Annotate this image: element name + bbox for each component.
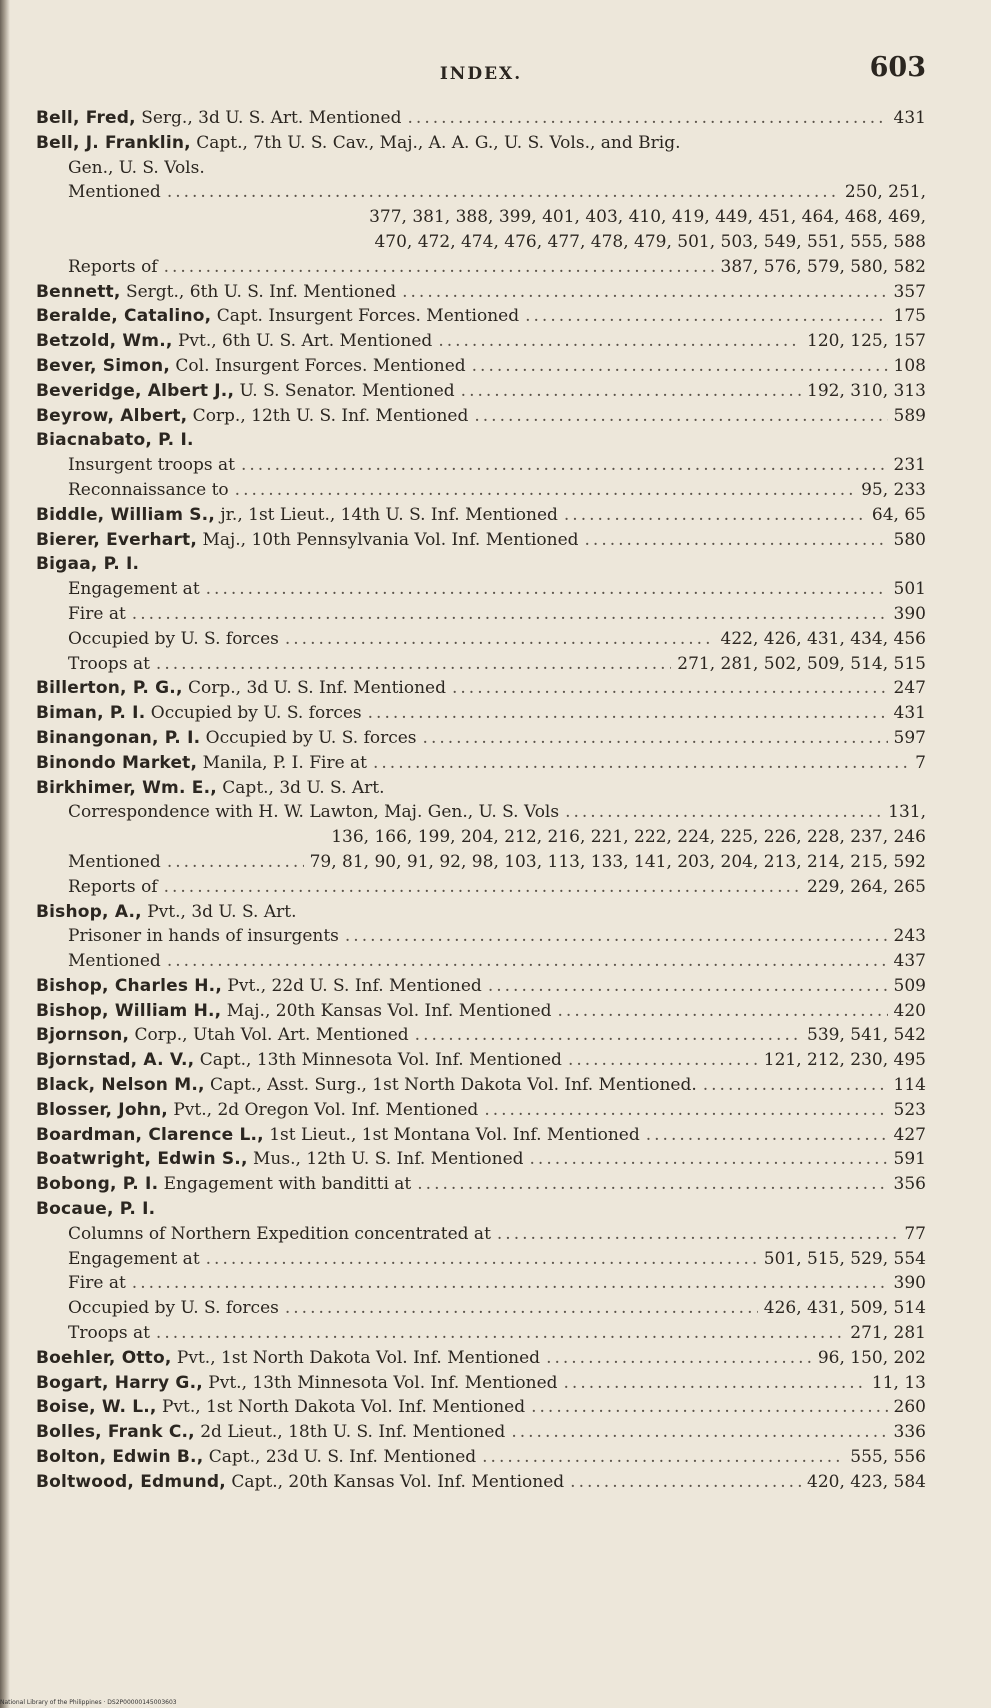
page-references: 271, 281, 502, 509, 514, 515 [677,653,926,674]
page-references: 420 [893,1000,926,1021]
page-references: 431 [893,108,926,128]
entry-text [68,602,126,627]
entry-name: Bocaue, P. I. [36,1199,156,1220]
entry-text [36,528,579,553]
entry-description: Serg., 3d U. S. Art. Mentioned [135,108,402,128]
index-entry [36,280,926,305]
entry-text [68,478,229,503]
entry-description: Occupied by U. S. forces [145,703,362,724]
entry-text [36,354,466,379]
index-entry [36,404,926,429]
entry-name: Bierer, Everhart, [36,529,198,550]
dot-leader [585,528,888,553]
dot-leader [164,255,715,280]
page-references: 387, 576, 579, 580, 582 [720,256,926,277]
entry-text [36,304,519,329]
index-entry [36,503,926,528]
page-references: 470, 472, 474, 476, 477, 478, 479, 501, 503, 549, 551, 555, 588 [374,231,926,252]
entry-name: Bell, J. Franklin, [36,132,191,153]
dot-leader [565,800,882,825]
entry-text [36,1098,478,1123]
entry-name: Binangonan, P. I. [36,727,201,748]
index-entry [36,379,926,404]
index-entry [36,1023,926,1048]
dot-leader [568,1048,758,1073]
entry-text [36,1395,525,1420]
page-references: 96, 150, 202 [817,1347,926,1368]
dot-leader [530,1147,888,1172]
entry-description: Troops at [68,653,150,674]
entry-description: Corp., 3d U. S. Inf. Mentioned [182,678,446,699]
index-entry [36,1445,926,1470]
book-spine-shadow [0,0,10,1708]
entry-text [36,1346,540,1371]
dot-leader [511,1420,887,1445]
page-references: 250, 251, [844,182,926,203]
dot-leader [438,329,801,354]
entry-text [36,1073,697,1098]
entry-name: Biman, P. I. [36,703,146,724]
page-references: 247 [893,678,926,699]
entry-description: Reconnaissance to [68,479,229,500]
index-entry [36,900,926,925]
index-entry [36,1048,926,1073]
entry-description: Pvt., 6th U. S. Art. Mentioned [172,331,433,352]
index-subentry [36,800,926,825]
entry-description: Mentioned [68,182,161,203]
dot-leader [132,1271,888,1296]
page-references: 426, 431, 509, 514 [763,1298,926,1319]
page-references: 589 [893,405,926,426]
entry-name: Boatwright, Edwin S., [36,1149,248,1170]
entry-text [68,453,235,478]
page-references: 229, 264, 265 [807,876,926,897]
entry-description: jr., 1st Lieut., 14th U. S. Inf. Mentioned [214,504,558,525]
entry-text [68,1321,150,1346]
dot-leader [164,875,801,900]
entry-text [36,329,432,354]
entry-description: Correspondence with H. W. Lawton, Maj. Gen., U. S. Vols [68,802,560,823]
entry-name: Boardman, Clarence L., [36,1124,264,1145]
index-continuation [36,230,926,255]
entry-text [36,106,402,131]
entry-description: Pvt., 1st North Dakota Vol. Inf. Mentioned [156,1397,526,1418]
page-title: INDEX. [439,64,523,84]
entry-description: Corp., 12th U. S. Inf. Mentioned [187,405,469,426]
entry-text [68,1296,279,1321]
entry-text [68,1247,200,1272]
page-references: 7 [915,752,926,773]
entry-name: Betzold, Wm., [36,331,173,352]
entry-name: Binondo Market, [36,752,198,773]
page-references: 231 [893,455,926,476]
dot-leader [461,379,801,404]
entry-description: Insurgent troops at [68,455,235,476]
page-references: 420, 423, 584 [807,1471,926,1492]
index-entry [36,1123,926,1148]
entry-description: Capt., 13th Minnesota Vol. Inf. Mentioned [194,1050,562,1071]
dot-leader [285,627,715,652]
entry-text [68,156,205,181]
page-references: 131, [888,802,926,823]
entry-name: Bishop, William H., [36,1000,222,1021]
entry-name: Bogart, Harry G., [36,1372,203,1393]
index-entry [36,1470,926,1495]
dot-leader [235,478,855,503]
entry-name: Boltwood, Edmund, [36,1471,226,1492]
entry-description: Col. Insurgent Forces. Mentioned [170,355,466,376]
page-references: 501, 515, 529, 554 [763,1248,926,1269]
entry-description: Capt., 3d U. S. Art. [216,777,385,798]
page-references: 422, 426, 431, 434, 456 [720,628,926,649]
entry-description: Reports of [68,256,158,277]
dot-leader [167,949,888,974]
entry-description: Capt., 23d U. S. Inf. Mentioned [203,1447,477,1468]
entry-description: Mentioned [68,851,161,872]
dot-leader [206,577,888,602]
dot-leader [497,1222,898,1247]
entry-name: Beveridge, Albert J., [36,380,235,401]
entry-text [36,1445,476,1470]
entry-name: Biacnabato, P. I. [36,430,194,451]
dot-leader [525,304,887,329]
index-subentry [36,602,926,627]
page-references: 431 [893,703,926,724]
page-references: 501 [893,579,926,600]
entry-description: Maj., 10th Pennsylvania Vol. Inf. Mentioned [197,529,579,550]
page-references: 175 [893,306,926,327]
page-number: 603 [869,52,926,83]
entry-description: Fire at [68,603,126,624]
entry-name: Beralde, Catalino, [36,306,212,327]
entry-text [68,627,279,652]
entry-text [36,1420,505,1445]
dot-leader [132,602,888,627]
dot-leader [423,726,888,751]
dot-leader [558,999,888,1024]
entry-description: Troops at [68,1323,150,1344]
entry-text [36,552,139,577]
page-references: 114 [893,1075,926,1096]
dot-leader [285,1296,758,1321]
entry-description: Pvt., 1st North Dakota Vol. Inf. Mentioned [171,1347,541,1368]
dot-leader [531,1395,887,1420]
entry-description: Manila, P. I. Fire at [197,752,367,773]
entry-text [36,1023,409,1048]
entry-description: Occupied by U. S. forces [68,628,279,649]
entry-name: Bolles, Frank C., [36,1422,195,1443]
entry-description: Capt., 20th Kansas Vol. Inf. Mentioned [225,1471,565,1492]
entry-description: 2d Lieut., 18th U. S. Inf. Mentioned [194,1422,506,1443]
entry-text [36,1371,558,1396]
entry-name: Black, Nelson M., [36,1075,205,1096]
entry-text [36,676,446,701]
index-subentry [36,652,926,677]
page-references: 77 [904,1223,926,1244]
dot-leader [452,676,888,701]
page-references: 108 [893,355,926,376]
scan-footer: National Library of the Philippines · DS2P00000145003603 [0,1699,177,1706]
page-references: 597 [893,727,926,748]
index-subentry [36,478,926,503]
index-subentry [36,875,926,900]
entry-description: Engagement with banditti at [158,1174,412,1195]
index-entry [36,726,926,751]
entry-description: Capt. Insurgent Forces. Mentioned [211,306,520,327]
dot-leader [646,1123,888,1148]
index-entry [36,1420,926,1445]
page-references: 591 [893,1149,926,1170]
entry-text [68,577,200,602]
dot-leader [156,652,671,677]
entry-description: Engagement at [68,1248,200,1269]
index-continuation [36,825,926,850]
index-entry [36,1395,926,1420]
index-subentry [36,180,926,205]
entry-description: Gen., U. S. Vols. [68,157,205,178]
index-subentry [36,850,926,875]
entry-text [36,280,396,305]
entry-text [68,924,339,949]
entry-text [36,1048,562,1073]
dot-leader [564,1371,866,1396]
entry-text [36,776,385,801]
page-references: 523 [893,1099,926,1120]
dot-leader [241,453,888,478]
entry-name: Bigaa, P. I. [36,554,140,575]
entry-text [36,726,417,751]
entry-text [36,900,296,925]
index-entry [36,1147,926,1172]
index-entry [36,329,926,354]
entry-description: Mentioned [68,951,161,972]
entry-name: Bjornstad, A. V., [36,1050,195,1071]
entry-text [36,1147,524,1172]
dot-leader [482,1445,844,1470]
entry-name: Blosser, John, [36,1099,168,1120]
entry-text [68,850,161,875]
entry-description: Sergt., 6th U. S. Inf. Mentioned [120,281,397,302]
page-references: 120, 125, 157 [807,331,926,352]
entry-description: Pvt., 22d U. S. Inf. Mentioned [222,975,482,996]
index-entry [36,1172,926,1197]
entry-name: Billerton, P. G., [36,678,183,699]
index-subentry [36,577,926,602]
index-subentry [36,627,926,652]
index-entry [36,974,926,999]
index-subentry [36,255,926,280]
index-entry [36,528,926,553]
dot-leader [415,1023,801,1048]
page-header [36,52,926,92]
entry-description: Occupied by U. S. forces [68,1298,279,1319]
index-subentry [36,1222,926,1247]
index-entry [36,131,926,156]
index-entries [36,106,926,1495]
entry-description: Occupied by U. S. forces [200,727,417,748]
entry-description: Pvt., 2d Oregon Vol. Inf. Mentioned [167,1099,479,1120]
page-references: 136, 166, 199, 204, 212, 216, 221, 222, 224, 225, 226, 228, 237, 246 [331,827,926,848]
index-subentry [36,1321,926,1346]
entry-name: Bell, Fred, [36,108,136,128]
entry-name: Bjornson, [36,1025,130,1046]
index-entry [36,701,926,726]
index-subentry [36,949,926,974]
index-entry [36,428,926,453]
dot-leader [402,280,887,305]
entry-text [68,800,559,825]
dot-leader [156,1321,844,1346]
index-entry [36,1197,926,1222]
index-subentry [36,1247,926,1272]
dot-leader [408,106,888,131]
page-references: 377, 381, 388, 399, 401, 403, 410, 419, 449, 451, 464, 468, 469, [369,207,926,228]
entry-text [68,255,158,280]
index-entry [36,552,926,577]
entry-text [36,1123,640,1148]
index-page [36,0,926,1708]
index-entry [36,1098,926,1123]
index-entry [36,106,926,131]
page-references: 390 [893,1273,926,1294]
entry-text [36,1172,411,1197]
dot-leader [484,1098,887,1123]
entry-text [36,503,558,528]
index-entry [36,1371,926,1396]
entry-text [36,999,552,1024]
entry-description: 1st Lieut., 1st Montana Vol. Inf. Mentioned [263,1124,640,1145]
entry-description: Prisoner in hands of insurgents [68,926,339,947]
entry-text [36,131,681,156]
entry-text [68,949,161,974]
entry-text [36,751,367,776]
dot-leader [564,503,866,528]
index-entry [36,156,926,181]
entry-text [36,379,455,404]
dot-leader [546,1346,812,1371]
index-entry [36,751,926,776]
entry-name: Birkhimer, Wm. E., [36,777,217,798]
entry-name: Bennett, [36,281,121,302]
dot-leader [368,701,888,726]
page-references: 356 [893,1174,926,1195]
dot-leader [345,924,888,949]
entry-description: Pvt., 3d U. S. Art. [141,901,297,922]
entry-description: Fire at [68,1273,126,1294]
index-entry [36,1346,926,1371]
dot-leader [167,850,304,875]
entry-text [36,974,482,999]
index-subentry [36,1271,926,1296]
entry-description: Capt., 7th U. S. Cav., Maj., A. A. G., U. S. Vols., and Brig. [190,132,681,153]
index-continuation [36,205,926,230]
page-references: 437 [893,951,926,972]
entry-text [36,1470,564,1495]
entry-text [36,1197,155,1222]
entry-text [36,404,468,429]
page-references: 555, 556 [850,1447,926,1468]
dot-leader [417,1172,887,1197]
entry-name: Biddle, William S., [36,504,215,525]
entry-description: Reports of [68,876,158,897]
index-entry [36,999,926,1024]
entry-description: Pvt., 13th Minnesota Vol. Inf. Mentioned [202,1372,558,1393]
entry-name: Bolton, Edwin B., [36,1447,204,1468]
entry-description: Columns of Northern Expedition concentrated at [68,1223,491,1244]
index-entry [36,354,926,379]
page-references: 427 [893,1124,926,1145]
entry-text [68,1271,126,1296]
dot-leader [570,1470,801,1495]
entry-description: Maj., 20th Kansas Vol. Inf. Mentioned [221,1000,552,1021]
page-references: 271, 281 [850,1323,926,1344]
entry-description: Mus., 12th U. S. Inf. Mentioned [247,1149,524,1170]
entry-name: Boise, W. L., [36,1397,157,1418]
entry-text [68,1222,491,1247]
entry-name: Boehler, Otto, [36,1347,172,1368]
page-references: 79, 81, 90, 91, 92, 98, 103, 113, 133, 141, 203, 204, 213, 214, 215, 592 [309,851,926,872]
page-references: 357 [893,281,926,302]
entry-description: Capt., Asst. Surg., 1st North Dakota Vol. Inf. Mentioned. [204,1075,697,1096]
entry-description: Corp., Utah Vol. Art. Mentioned [129,1025,409,1046]
entry-text [68,180,161,205]
dot-leader [167,180,839,205]
page-references: 95, 233 [861,479,926,500]
entry-text [36,701,362,726]
dot-leader [474,404,887,429]
dot-leader [703,1073,888,1098]
entry-text [68,875,158,900]
dot-leader [206,1247,758,1272]
page-references: 121, 212, 230, 495 [763,1050,926,1071]
index-subentry [36,1296,926,1321]
entry-name: Bishop, Charles H., [36,975,223,996]
dot-leader [472,354,888,379]
dot-leader [373,751,909,776]
entry-name: Bever, Simon, [36,355,170,376]
page-references: 390 [893,603,926,624]
index-entry [36,304,926,329]
dot-leader [488,974,888,999]
entry-description: Engagement at [68,579,200,600]
entry-description: U. S. Senator. Mentioned [234,380,455,401]
page-references: 192, 310, 313 [807,380,926,401]
page-references: 539, 541, 542 [807,1025,926,1046]
page-references: 64, 65 [871,504,926,525]
index-subentry [36,924,926,949]
entry-name: Beyrow, Albert, [36,405,188,426]
index-entry [36,776,926,801]
page-references: 11, 13 [871,1372,926,1393]
index-entry [36,1073,926,1098]
page-references: 580 [893,529,926,550]
page-references: 509 [893,975,926,996]
index-entry [36,676,926,701]
page-references: 260 [893,1397,926,1418]
entry-name: Bishop, A., [36,901,142,922]
index-subentry [36,453,926,478]
entry-text [36,428,194,453]
page-references: 336 [893,1422,926,1443]
page-references: 243 [893,926,926,947]
entry-text [68,652,150,677]
entry-name: Bobong, P. I. [36,1174,159,1195]
